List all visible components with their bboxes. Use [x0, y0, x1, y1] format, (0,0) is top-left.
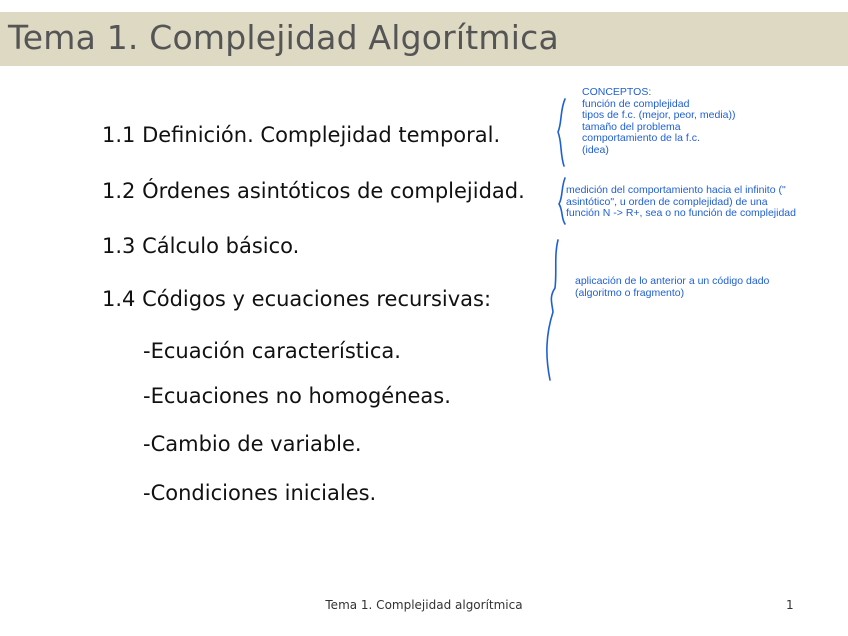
outline-subitem-cambio-variable: -Cambio de variable. [143, 432, 362, 456]
outline-item-1-3: 1.3 Cálculo básico. [102, 234, 300, 258]
outline-item-1-1: 1.1 Definición. Complejidad temporal. [102, 123, 501, 147]
page-number: 1 [786, 598, 794, 612]
outline-subitem-ecuacion: -Ecuación característica. [143, 339, 401, 363]
brace-conceptos [558, 99, 565, 166]
annotation-conceptos-line: comportamiento de la f.c. [582, 132, 700, 144]
brace-medicion [559, 178, 565, 224]
outline-item-1-4: 1.4 Códigos y ecuaciones recursivas: [102, 287, 492, 311]
annotation-aplicacion [575, 276, 769, 299]
annotation-conceptos-line: tipos de f.c. (mejor, peor, media)) [582, 109, 736, 121]
annotation-medicion-line: asintótico", u orden de complejidad) de una [566, 195, 768, 208]
annotation-medicion-line: función N -> R+, sea o no función de complejidad [566, 207, 796, 219]
annotation-conceptos-line: (idea) [582, 143, 609, 156]
outline-subitem-no-homogeneas: -Ecuaciones no homogéneas. [143, 384, 451, 408]
outline-subitem-condiciones: -Condiciones iniciales. [143, 481, 377, 505]
annotation-conceptos-line: CONCEPTOS: [582, 86, 652, 98]
annotation-conceptos-line: tamaño del problema [582, 120, 681, 133]
annotation-conceptos-line: función de complejidad [582, 97, 690, 110]
brace-aplicacion [547, 240, 558, 380]
footer-text: Tema 1. Complejidad algorítmica [325, 598, 523, 612]
annotation-medicion [566, 185, 796, 220]
annotation-conceptos [582, 87, 735, 156]
outline-item-1-2: 1.2 Órdenes asintóticos de complejidad. [102, 179, 525, 203]
annotation-aplicacion-line: (algoritmo o fragmento) [575, 286, 685, 299]
annotation-medicion-line: medición del comportamiento hacia el infinito (" [566, 184, 786, 196]
annotation-aplicacion-line: aplicación de lo anterior a un código dado [575, 275, 770, 287]
slide-title: Tema 1. Complejidad Algorítmica [8, 18, 559, 57]
